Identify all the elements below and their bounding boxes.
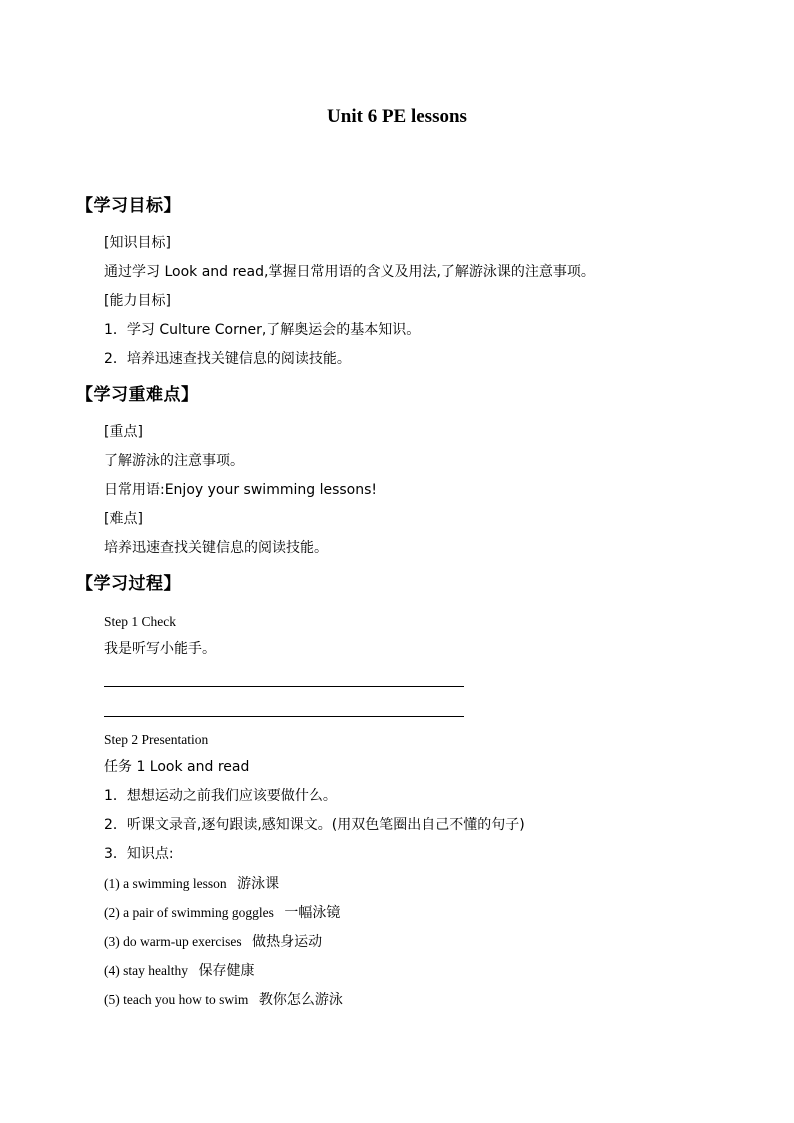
key-point-label: [重点] xyxy=(104,424,143,440)
ability-goal-label: [能力目标] xyxy=(104,293,171,309)
knowledge-goal-text: 通过学习 Look and read,掌握日常用语的含义及用法,了解游泳课的注意事项。 xyxy=(104,264,595,280)
vocab-chinese: 一幅泳镜 xyxy=(284,905,341,921)
task-item: 2．听课文录音,逐句跟读,感知课文。(用双色笔圈出自己不懂的句子) xyxy=(104,817,525,833)
vocab-english: (2) a pair of swimming goggles xyxy=(104,905,274,920)
difficulty-label: [难点] xyxy=(104,511,143,527)
step1-text: 我是听写小能手。 xyxy=(104,641,216,657)
vocab-english: (1) a swimming lesson xyxy=(104,876,227,891)
vocab-chinese: 做热身运动 xyxy=(252,934,323,950)
answer-line xyxy=(104,716,464,717)
vocab-chinese: 保存健康 xyxy=(198,963,255,979)
vocab-item xyxy=(104,991,343,1010)
section-heading-key-points: 【学习重难点】 xyxy=(76,385,199,405)
answer-line xyxy=(104,686,464,687)
task1-title: 任务 1 Look and read xyxy=(104,759,250,775)
step1-title: Step 1 Check xyxy=(104,614,176,629)
vocab-item xyxy=(104,933,322,952)
vocab-item xyxy=(104,875,279,894)
task-item: 3．知识点: xyxy=(104,846,174,862)
key-point-item: 日常用语:Enjoy your swimming lessons! xyxy=(104,482,377,498)
vocab-item xyxy=(104,962,254,981)
ability-goal-item: 1．学习 Culture Corner,了解奥运会的基本知识。 xyxy=(104,322,421,338)
step2-title: Step 2 Presentation xyxy=(104,732,209,747)
vocab-item xyxy=(104,904,340,923)
task-item: 1．想想运动之前我们应该要做什么。 xyxy=(104,788,337,804)
section-heading-goals: 【学习目标】 xyxy=(76,196,181,216)
section-heading-process: 【学习过程】 xyxy=(76,574,181,594)
page-title: Unit 6 PE lessons xyxy=(327,106,467,127)
ability-goal-item: 2．培养迅速查找关键信息的阅读技能。 xyxy=(104,351,351,367)
knowledge-goal-label: [知识目标] xyxy=(104,235,171,251)
vocab-chinese: 教你怎么游泳 xyxy=(258,992,343,1008)
vocab-english: (4) stay healthy xyxy=(104,963,188,978)
vocab-english: (3) do warm-up exercises xyxy=(104,934,242,949)
difficulty-text: 培养迅速查找关键信息的阅读技能。 xyxy=(104,540,328,556)
key-point-item: 了解游泳的注意事项。 xyxy=(104,453,244,469)
vocab-english: (5) teach you how to swim xyxy=(104,992,249,1007)
vocab-chinese: 游泳课 xyxy=(237,876,280,892)
